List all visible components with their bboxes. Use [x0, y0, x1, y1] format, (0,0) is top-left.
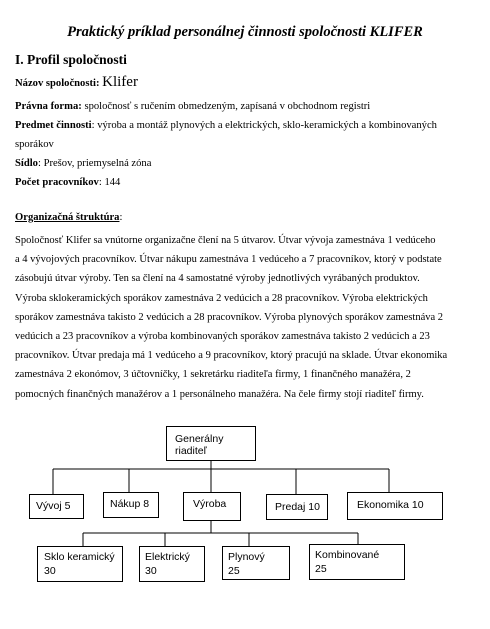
- paragraph-line: Výroba sklokeramických sporákov zamestnáva 2 vedúcich a 28 pracovníkov. Výroba elektrických: [15, 292, 428, 304]
- activity-row: Predmet činnosti: výroba a montáž plynových a elektrických, sklo-keramických a kombinovaných: [15, 120, 437, 131]
- org-structure-heading-row: Organizačná štruktúra:: [15, 212, 123, 223]
- employees-row: Počet pracovníkov: 144: [15, 177, 121, 188]
- document-title: Praktický príklad personálnej činnosti spoločnosti KLIFER: [67, 24, 423, 40]
- activity-label: Predmet činnosti: [15, 120, 92, 131]
- paragraph-line: zásobujú útvar výroby. Ten sa člení na 4 samostatné výroby jednotlivých vyrábaných produktov.: [15, 273, 420, 285]
- company-name-value: Klifer: [102, 74, 138, 90]
- org-box-label: Kombinované: [315, 549, 380, 561]
- seat-label: Sídlo: [15, 158, 38, 169]
- org-box-electric: [139, 546, 205, 582]
- org-box-count: 30: [44, 565, 56, 577]
- org-box-sales: [266, 494, 328, 520]
- paragraph-line: pracovníkov. Útvar predaja má 1 vedúceho a 9 pracovníkov, ktorý pracujú na sklade. Útvar ekonomika: [15, 350, 448, 362]
- legal-form-value: spoločnosť s ručením obmedzeným, zapísaná v obchodnom registri: [84, 101, 371, 112]
- paragraph-line: zamestnáva 2 ekonómov, 3 účtovníčky, 1 sekretárku riaditeľa firmy, 1 finančného manažéra, 2: [15, 369, 411, 381]
- paragraph-line: a 4 vývojových pracovníkov. Útvar nákupu zamestnáva 1 vedúceho a 7 pracovníkov, ktorý v podstate: [15, 254, 442, 266]
- seat-row: Sídlo: Prešov, priemyselná zóna: [15, 158, 152, 169]
- org-structure-heading: Organizačná štruktúra: [15, 212, 120, 223]
- section-heading: I. Profil spoločnosti: [15, 52, 127, 67]
- org-box-combined: [309, 544, 405, 580]
- org-box-label: Vývoj 5: [36, 500, 71, 512]
- org-box-label: Výroba: [193, 498, 227, 510]
- legal-form-row: Právna forma: spoločnosť s ručením obmedzeným, zapísaná v obchodnom registri: [15, 101, 371, 112]
- paragraph-line: sporákov zamestnáva takisto 2 vedúcich a 28 pracovníkov. Výroba plynových sporákov zamestnáva 2: [15, 311, 444, 323]
- seat-value: Prešov, priemyselná zóna: [43, 158, 152, 169]
- org-box-economics: [347, 492, 443, 520]
- org-box-production: [183, 492, 241, 521]
- paragraph-line: vedúcich a 23 pracovníkov a výroba kombinovaných sporákov zamestnáva takisto 2 vedúcich a 23: [15, 331, 430, 343]
- org-box-count: 25: [228, 565, 240, 577]
- employees-label: Počet pracovníkov: [15, 177, 99, 188]
- org-box-director: [166, 426, 256, 461]
- org-box-glass-ceramic: [37, 546, 123, 582]
- paragraph-line: pomocných finančných manažérov a 1 personálneho manažéra. Na čele firmy stojí riaditeľ firmy.: [15, 388, 424, 400]
- company-name-row: Názov spoločnosti: Klifer: [15, 74, 138, 90]
- org-box-development: [29, 494, 84, 519]
- org-box-label: Generálny riaditeľ: [175, 433, 224, 457]
- legal-form-label: Právna forma: [15, 101, 79, 112]
- activity-value-continued: sporákov: [15, 139, 54, 150]
- org-box-gas: [222, 546, 290, 580]
- org-box-label: Elektrický: [145, 551, 190, 563]
- org-box-label: Sklo keramický: [44, 551, 115, 563]
- org-box-label: Nákup 8: [110, 498, 150, 510]
- company-name-label: Názov spoločnosti: [15, 78, 96, 89]
- activity-value: výroba a montáž plynových a elektrických, sklo-keramických a kombinovaných: [97, 120, 437, 131]
- org-box-purchasing: [103, 492, 159, 518]
- org-box-label: Ekonomika 10: [357, 499, 424, 511]
- org-box-label: Predaj 10: [275, 501, 320, 513]
- employees-value: 144: [104, 177, 121, 188]
- org-box-label: Plynový: [228, 551, 265, 563]
- org-box-count: 30: [145, 565, 157, 577]
- org-box-count: 25: [315, 563, 327, 575]
- paragraph-line: Spoločnosť Klifer sa vnútorne organizačne člení na 5 útvarov. Útvar vývoja zamestnáva 1 vedúceho: [15, 235, 436, 246]
